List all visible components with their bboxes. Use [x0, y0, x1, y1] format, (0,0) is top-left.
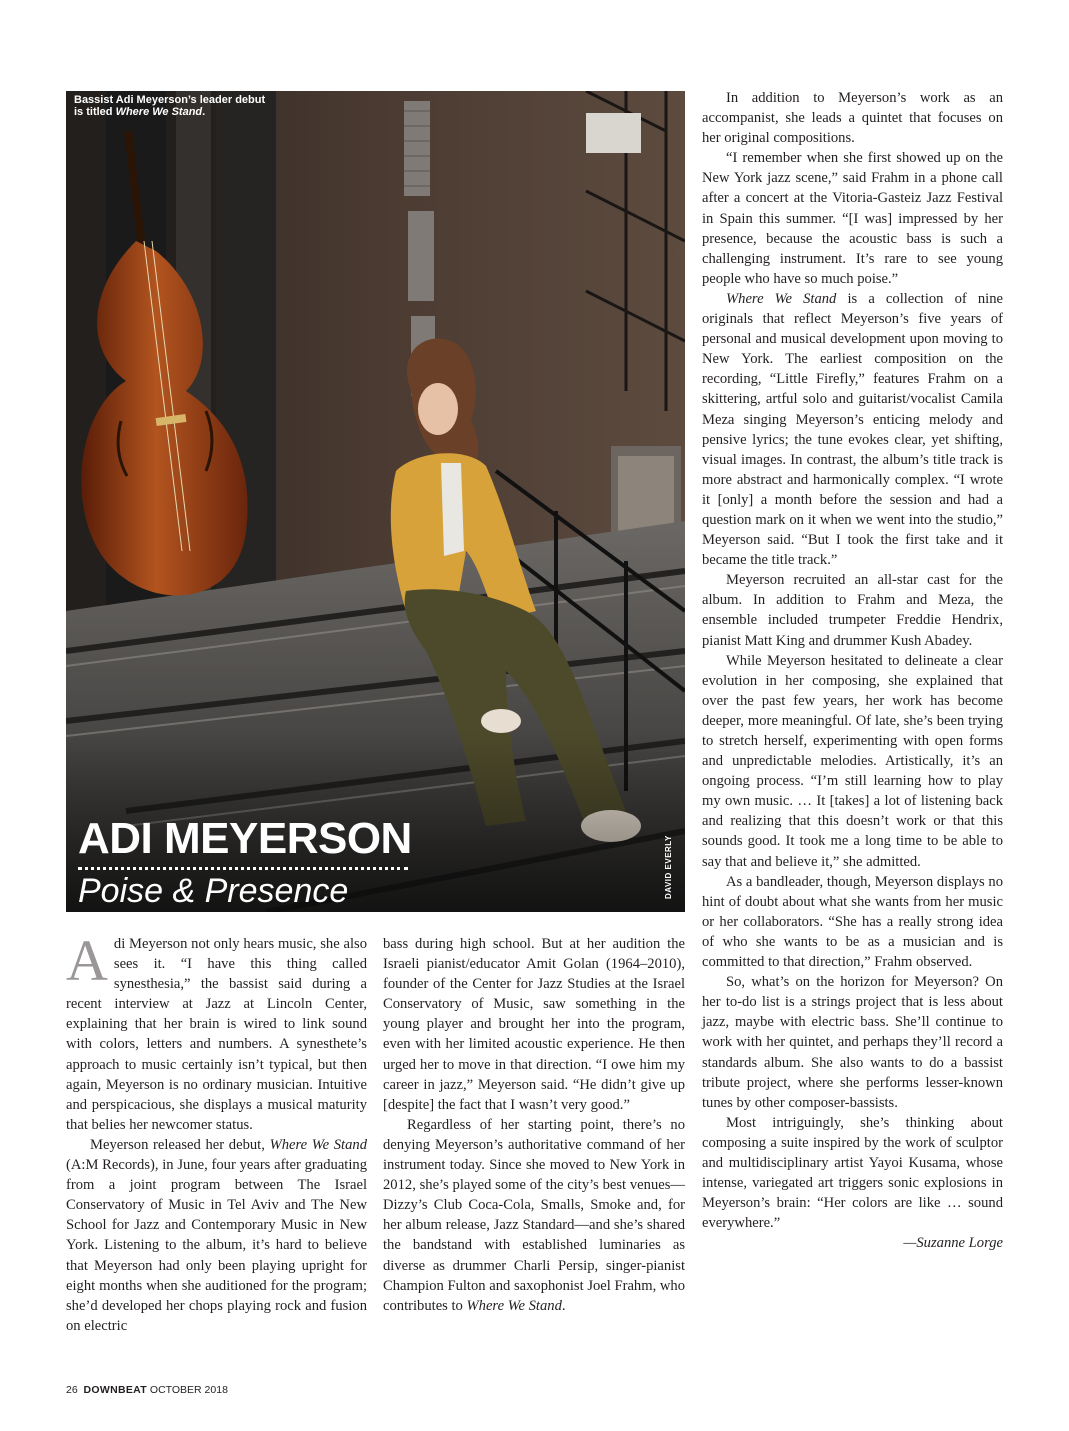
- photo-credit: DAVID EVERLY: [664, 835, 673, 899]
- caption-album-title: Where We Stand: [115, 106, 203, 118]
- article-column-2: [383, 934, 685, 1316]
- album-title: Where We Stand: [466, 1297, 562, 1314]
- paragraph: [383, 1115, 685, 1316]
- page-footer: [66, 1384, 228, 1396]
- caption-line-2: is titled: [74, 106, 116, 118]
- paragraph: So, what’s on the horizon for Meyerson? On her to-do list is a strings project that is less about jazz, maybe with electric bass. She’ll continue to work with her quintet, and perhaps they’ll record a standards album. She also wants to do a bassist tribute project, where she performs lesser-known tunes by other composer-bassists.: [702, 974, 1003, 1111]
- page-number: 26: [66, 1384, 78, 1396]
- paragraph-text: .: [561, 1297, 566, 1314]
- photo-caption: [74, 94, 294, 118]
- paragraph: [66, 928, 367, 1135]
- headline: ADI MEYERSON: [78, 814, 412, 863]
- drop-cap: A: [66, 928, 108, 993]
- album-title: Where We Stand: [269, 1136, 367, 1153]
- magazine-name: DOWNBEAT: [83, 1384, 147, 1396]
- paragraph: As a bandleader, though, Meyerson displays no hint of doubt about what she wants from her music or her collaborators. “She has a really strong idea of who she wants to be as a musician and is committed to that direction,” Frahm observed.: [702, 873, 1003, 971]
- paragraph: Meyerson recruited an all-star cast for the album. In addition to Frahm and Meza, the ensemble included trumpeter Freddie Hendrix, pianist Matt King and drummer Kush Abadey.: [702, 572, 1003, 649]
- article-column-1: [66, 928, 367, 1336]
- paragraph: Most intriguingly, she’s thinking about composing a suite inspired by the work of sculptor and multidisciplinary artist Yayoi Kusama, whose intense, variegated art triggers sonic explosions in Meyerson’s brain: “Her colors are like … sound everywhere.”: [702, 1114, 1003, 1232]
- paragraph: [702, 289, 1003, 570]
- feature-photo: [66, 91, 685, 912]
- paragraph: “I remember when she first showed up on the New York jazz scene,” said Frahm in a phone call after a concert at the Vitoria-Gasteiz Jazz Festival in Spain this summer. “[I was] impressed by her presence, because the acoustic bass is such a challenging instrument. It’s rare to see young people who have so much poise.”: [702, 150, 1003, 287]
- issue-date: OCTOBER 2018: [149, 1384, 228, 1396]
- article-column-3: [702, 88, 1003, 1253]
- paragraph: In addition to Meyerson’s work as an accompanist, she leads a quintet that focuses on her original compositions.: [702, 90, 1003, 147]
- photo-illustration: [66, 91, 685, 912]
- paragraph-text: Meyerson released her debut,: [90, 1136, 270, 1153]
- paragraph: While Meyerson hesitated to delineate a clear evolution in her composing, she explained that over the past few years, her work has become deeper, more meaningful. Of late, she’s been trying to stretch herself, experimenting with open forms and unpredictable melodies. Artistically, it’s an ongoing process. “I’m still learning how to play my own music. … It [takes] a lot of listening back and realizing that this doesn’t work or that this sounds good. It took me a long time to be able to say that and believe it,” she admitted.: [702, 652, 1003, 870]
- paragraph-text: Regardless of her starting point, there’s no denying Meyerson’s authoritative command of her instrument today. Since she moved to New York in 2012, she’s played some of the city’s best venues—Dizzy’s Club Coca-Cola, Smalls, Smoke and, for her album release, Jazz Standard—and she’s shared the bandstand with established luminaries as diverse as drummer Charli Persip, singer-pianist Champion Fulton and saxophonist Joel Frahm, who contributes to: [383, 1116, 686, 1314]
- paragraph: [66, 1135, 367, 1336]
- paragraph: bass during high school. But at her audition the Israeli pianist/educator Amit Golan (1964–2010), founder of the Center for Jazz Studies at the Israel Conservatory of Music, saw something in the young player and brought her into the program, even with her limited acoustic experience. He then urged her to move in that direction. “I owe him my career in jazz,” Meyerson said. “He didn’t give up [despite] the fact that I wasn’t very good.”: [383, 936, 685, 1113]
- album-title: Where We Stand: [726, 290, 837, 307]
- paragraph-text: is a collection of nine originals that reflect Meyerson’s five years of personal and musical development upon moving to New York. The earliest composition on the recording, “Little Firefly,” features Frahm on a skittering, artful solo and guitarist/vocalist Camila Meza singing Meyerson’s enticing melody and pensive lyrics; the tune evokes clear, yet shifting, visual images. In contrast, the album’s title track is more abstract and harmonically complex. “I wrote it [only] a month before the session and had a question mark on it when we went into the studio,” Meyerson said. “But I took the first take and it became the title track.”: [702, 290, 1003, 569]
- caption-period: .: [202, 106, 206, 118]
- paragraph-text: di Meyerson not only hears music, she also sees it. “I have this thing called synesthesia,” the bassist said during a recent interview at Jazz at Lincoln Center, explaining that her brain is wired to link sound with colors, letters and numbers. A synesthete’s approach to music certainly isn’t typical, but then again, Meyerson is no ordinary musician. Intuitive and perspicacious, she displays a musical maturity that belies her newcomer status.: [66, 936, 367, 1133]
- byline: —Suzanne Lorge: [903, 1235, 1003, 1252]
- paragraph-text: (A:M Records), in June, four years after graduating from a joint program between The Israel Conservatory of Music in Tel Aviv and The New School for Jazz and Contemporary Music in New York. Listening to the album, it’s hard to believe that Meyerson had only been playing upright for eight months when she auditioned for the program; she’d developed her chops playing rock and fusion on electric: [66, 1157, 367, 1334]
- dotted-divider: [78, 867, 408, 870]
- caption-line-1: Bassist Adi Meyerson’s leader debut: [74, 94, 266, 106]
- subheadline: Poise & Presence: [78, 872, 349, 910]
